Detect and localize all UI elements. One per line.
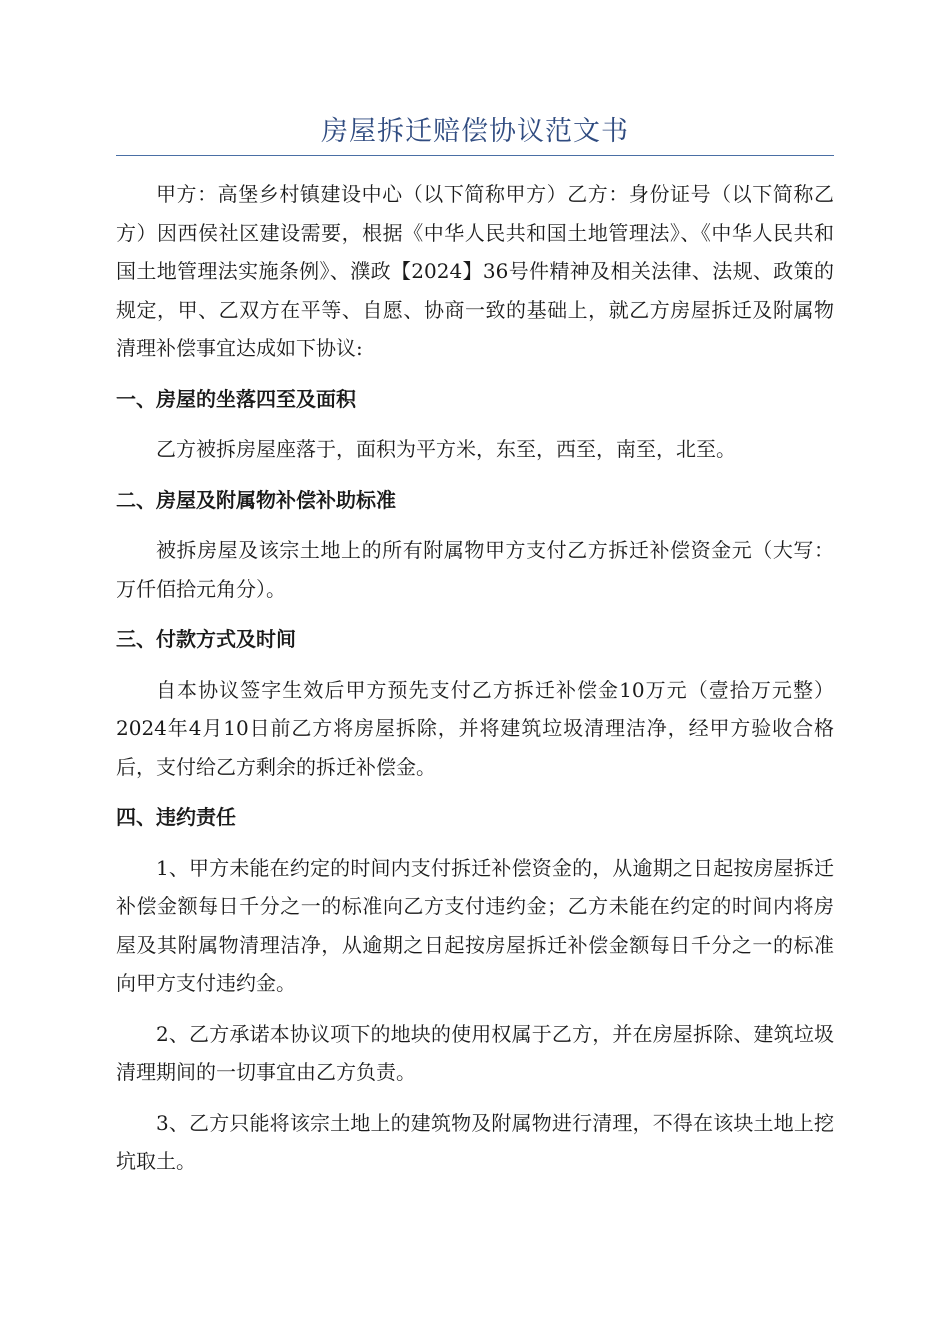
section-paragraph: 2、乙方承诺本协议项下的地块的使用权属于乙方，并在房屋拆除、建筑垃圾清理期间的一切事宜由乙方负责。 <box>116 1021 834 1084</box>
section-4 <box>116 798 834 1181</box>
section-heading: 三、付款方式及时间 <box>116 627 296 651</box>
section-paragraph: 乙方被拆房屋座落于，面积为平方米，东至，西至，南至，北至。 <box>156 437 736 461</box>
section-3 <box>116 620 834 786</box>
title-underline <box>116 155 834 156</box>
section-1 <box>116 380 834 469</box>
section-heading: 四、违约责任 <box>116 805 236 829</box>
section-paragraph: 被拆房屋及该宗土地上的所有附属物甲方支付乙方拆迁补偿资金元（大写：万仟佰拾元角分）。 <box>116 538 834 601</box>
section-heading: 一、房屋的坐落四至及面积 <box>116 386 356 411</box>
document-body <box>116 175 834 1193</box>
document-title: 房屋拆迁赔偿协议范文书 <box>321 116 629 147</box>
section-paragraph: 1、甲方未能在约定的时间内支付拆迁补偿资金的，从逾期之日起按房屋拆迁补偿金额每日千分之一的标准向乙方支付违约金；乙方未能在约定的时间内将房屋及其附属物清理洁净，从逾期之日起按房屋拆迁补偿金额每日千分之一的标准向甲方支付违约金。 <box>116 855 834 995</box>
section-paragraph: 自本协议签字生效后甲方预先支付乙方拆迁补偿金10万元（壹拾万元整）2024年4月10日前乙方将房屋拆除，并将建筑垃圾清理洁净，经甲方验收合格后，支付给乙方剩余的拆迁补偿金。 <box>116 677 834 779</box>
section-2 <box>116 481 834 609</box>
intro-paragraph: 甲方：高堡乡村镇建设中心（以下简称甲方）乙方：身份证号（以下简称乙方）因西侯社区建设需要，根据《中华人民共和国土地管理法》、《中华人民共和国土地管理法实施条例》、濮政【2024】36号件精神及相关法律、法规、政策的规定，甲、乙双方在平等、自愿、协商一致的基础上，就乙方房屋拆迁及附属物清理补偿事宜达成如下协议: <box>116 182 834 360</box>
section-paragraph: 3、乙方只能将该宗土地上的建筑物及附属物进行清理，不得在该块土地上挖坑取土。 <box>116 1110 834 1173</box>
section-heading: 二、房屋及附属物补偿补助标准 <box>116 487 396 512</box>
